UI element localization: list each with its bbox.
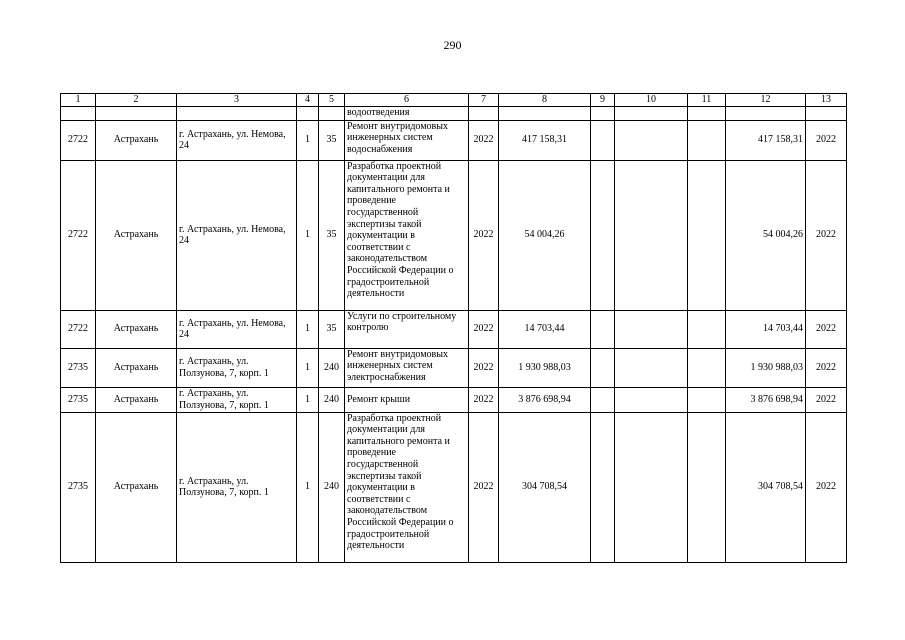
table-row (61, 387, 847, 412)
col-4: 1 (297, 310, 319, 348)
col-4: 1 (297, 387, 319, 412)
table-row (61, 160, 847, 310)
header-cell: 7 (469, 94, 499, 107)
year-col-13: 2022 (806, 412, 847, 562)
object-number: 2722 (61, 160, 96, 310)
year: 2022 (469, 160, 499, 310)
col-11 (688, 310, 726, 348)
col-4: 1 (297, 348, 319, 387)
header-cell: 12 (726, 94, 806, 107)
work-description: Разработка проектной документации для капитального ремонта и проведение государственной экспертизы такой документации в соответствии с законодательством Российской Федерации о градостроительной деятельности (345, 160, 469, 310)
header-cell: 5 (319, 94, 345, 107)
address: г. Астрахань, ул. Немова, 24 (177, 160, 297, 310)
col-9 (591, 160, 615, 310)
col-4: 1 (297, 412, 319, 562)
col-11 (688, 348, 726, 387)
object-number: 2722 (61, 120, 96, 160)
col-10 (615, 310, 688, 348)
year-col-13: 2022 (806, 120, 847, 160)
continuation-row (61, 106, 847, 120)
col-5: 240 (319, 387, 345, 412)
cost-col-12: 1 930 988,03 (726, 348, 806, 387)
municipality: Астрахань (96, 310, 177, 348)
municipality: Астрахань (96, 348, 177, 387)
col-5: 240 (319, 412, 345, 562)
cost-col-12: 417 158,31 (726, 120, 806, 160)
address: г. Астрахань, ул. Ползунова, 7, корп. 1 (177, 412, 297, 562)
col-5: 240 (319, 348, 345, 387)
header-cell: 2 (96, 94, 177, 107)
total-cost: 417 158,31 (499, 120, 591, 160)
municipality: Астрахань (96, 160, 177, 310)
work-description: Ремонт крыши (345, 387, 469, 412)
header-cell: 10 (615, 94, 688, 107)
object-number: 2735 (61, 348, 96, 387)
year-col-13: 2022 (806, 387, 847, 412)
col-11 (688, 120, 726, 160)
address: г. Астрахань, ул. Немова, 24 (177, 310, 297, 348)
table-row (61, 348, 847, 387)
col-11 (688, 160, 726, 310)
cost-col-12: 14 703,44 (726, 310, 806, 348)
total-cost: 3 876 698,94 (499, 387, 591, 412)
table-row (61, 120, 847, 160)
year: 2022 (469, 120, 499, 160)
col-11 (688, 387, 726, 412)
header-cell: 6 (345, 94, 469, 107)
col-10 (615, 120, 688, 160)
table-row (61, 310, 847, 348)
col-10 (615, 160, 688, 310)
col-5: 35 (319, 120, 345, 160)
work-description: Разработка проектной документации для капитального ремонта и проведение государственной экспертизы такой документации в соответствии с законодательством Российской Федерации о градостроительной деятельности (345, 412, 469, 562)
col-5: 35 (319, 310, 345, 348)
municipality: Астрахань (96, 120, 177, 160)
col-11 (688, 412, 726, 562)
col-10 (615, 412, 688, 562)
header-cell: 8 (499, 94, 591, 107)
page-number: 290 (443, 38, 462, 52)
address: г. Астрахань, ул. Ползунова, 7, корп. 1 (177, 387, 297, 412)
year: 2022 (469, 348, 499, 387)
total-cost: 54 004,26 (499, 160, 591, 310)
col-9 (591, 412, 615, 562)
col-9 (591, 348, 615, 387)
header-row (61, 94, 847, 107)
cost-col-12: 304 708,54 (726, 412, 806, 562)
municipality: Астрахань (96, 412, 177, 562)
col-4: 1 (297, 160, 319, 310)
address: г. Астрахань, ул. Ползунова, 7, корп. 1 (177, 348, 297, 387)
col-9 (591, 310, 615, 348)
table-row (61, 412, 847, 562)
municipality: Астрахань (96, 387, 177, 412)
year: 2022 (469, 412, 499, 562)
col-5: 35 (319, 160, 345, 310)
col-9 (591, 387, 615, 412)
header-cell: 13 (806, 94, 847, 107)
year-col-13: 2022 (806, 348, 847, 387)
work-description: Услуги по строительному контролю (345, 310, 469, 348)
work-description: водоотведения (345, 106, 469, 120)
col-9 (591, 120, 615, 160)
object-number: 2735 (61, 387, 96, 412)
header-cell: 4 (297, 94, 319, 107)
cost-col-12: 3 876 698,94 (726, 387, 806, 412)
header-cell: 9 (591, 94, 615, 107)
total-cost: 1 930 988,03 (499, 348, 591, 387)
col-4: 1 (297, 120, 319, 160)
year: 2022 (469, 387, 499, 412)
header-cell: 3 (177, 94, 297, 107)
col-10 (615, 387, 688, 412)
year-col-13: 2022 (806, 310, 847, 348)
year: 2022 (469, 310, 499, 348)
total-cost: 304 708,54 (499, 412, 591, 562)
header-cell: 1 (61, 94, 96, 107)
work-description: Ремонт внутридомовых инженерных систем водоснабжения (345, 120, 469, 160)
header-cell: 11 (688, 94, 726, 107)
object-number: 2735 (61, 412, 96, 562)
address: г. Астрахань, ул. Немова, 24 (177, 120, 297, 160)
object-number: 2722 (61, 310, 96, 348)
year-col-13: 2022 (806, 160, 847, 310)
register-table (60, 93, 847, 563)
col-10 (615, 348, 688, 387)
total-cost: 14 703,44 (499, 310, 591, 348)
work-description: Ремонт внутридомовых инженерных систем электроснабжения (345, 348, 469, 387)
cost-col-12: 54 004,26 (726, 160, 806, 310)
